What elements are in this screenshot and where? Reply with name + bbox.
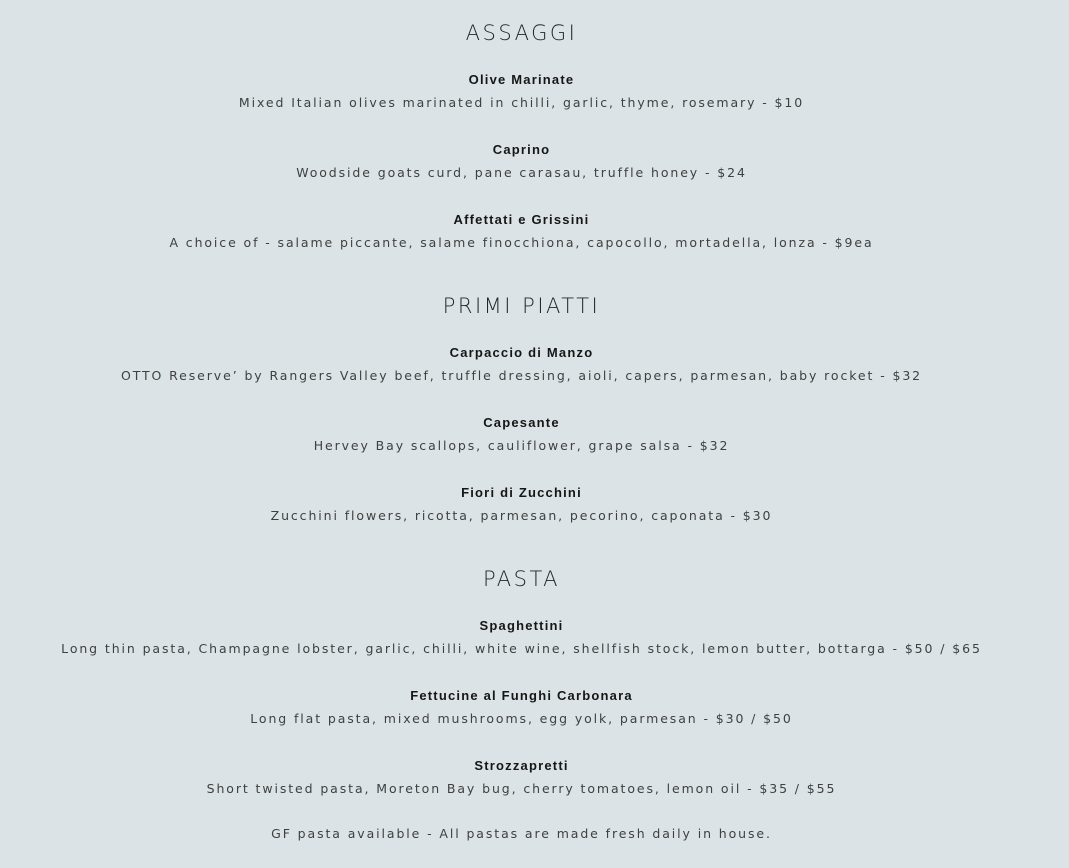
- menu-item-name: Carpaccio di Manzo: [449, 345, 594, 360]
- menu-item-name: Caprino: [492, 142, 551, 157]
- menu-item-name: Spaghettini: [479, 618, 564, 633]
- pasta-note: GF pasta available - All pastas are made fresh daily in house.: [271, 826, 772, 841]
- menu-item-description: Woodside goats curd, pane carasau, truffle honey - $24: [296, 165, 747, 180]
- menu-item-description: Long flat pasta, mixed mushrooms, egg yolk, parmesan - $30 / $50: [250, 711, 793, 726]
- menu-item-description: Mixed Italian olives marinated in chilli, garlic, thyme, rosemary - $10: [238, 95, 805, 110]
- menu-item-name: Fiori di Zucchini: [461, 485, 582, 500]
- menu-item-name: Strozzapretti: [474, 758, 569, 773]
- menu-item-description: A choice of - salame piccante, salame finocchiona, capocollo, mortadella, lonza - $9ea: [169, 235, 874, 250]
- menu-item-description: Short twisted pasta, Moreton Bay bug, cherry tomatoes, lemon oil - $35 / $55: [206, 781, 837, 796]
- menu-item-description: Zucchini flowers, ricotta, parmesan, pecorino, caponata - $30: [270, 508, 773, 523]
- menu-item-name: Affettati e Grissini: [453, 212, 590, 227]
- section-title-pasta: PASTA: [482, 567, 561, 591]
- menu-item-description: Hervey Bay scallops, cauliflower, grape salsa - $32: [313, 438, 730, 453]
- menu-item-name: Capesante: [483, 415, 560, 430]
- section-title-assaggi: ASSAGGI: [465, 21, 578, 45]
- menu-item-name: Fettucine al Funghi Carbonara: [410, 688, 633, 703]
- menu-item-description: OTTO Reserve’ by Rangers Valley beef, truffle dressing, aioli, capers, parmesan, baby rocket - $32: [120, 368, 923, 383]
- menu-item-description: Long thin pasta, Champagne lobster, garlic, chilli, white wine, shellfish stock, lemon butter, bottarga - $50 / $65: [61, 641, 982, 656]
- menu-item-name: Olive Marinate: [468, 72, 575, 87]
- section-title-primi-piatti: PRIMI PIATTI: [442, 294, 601, 318]
